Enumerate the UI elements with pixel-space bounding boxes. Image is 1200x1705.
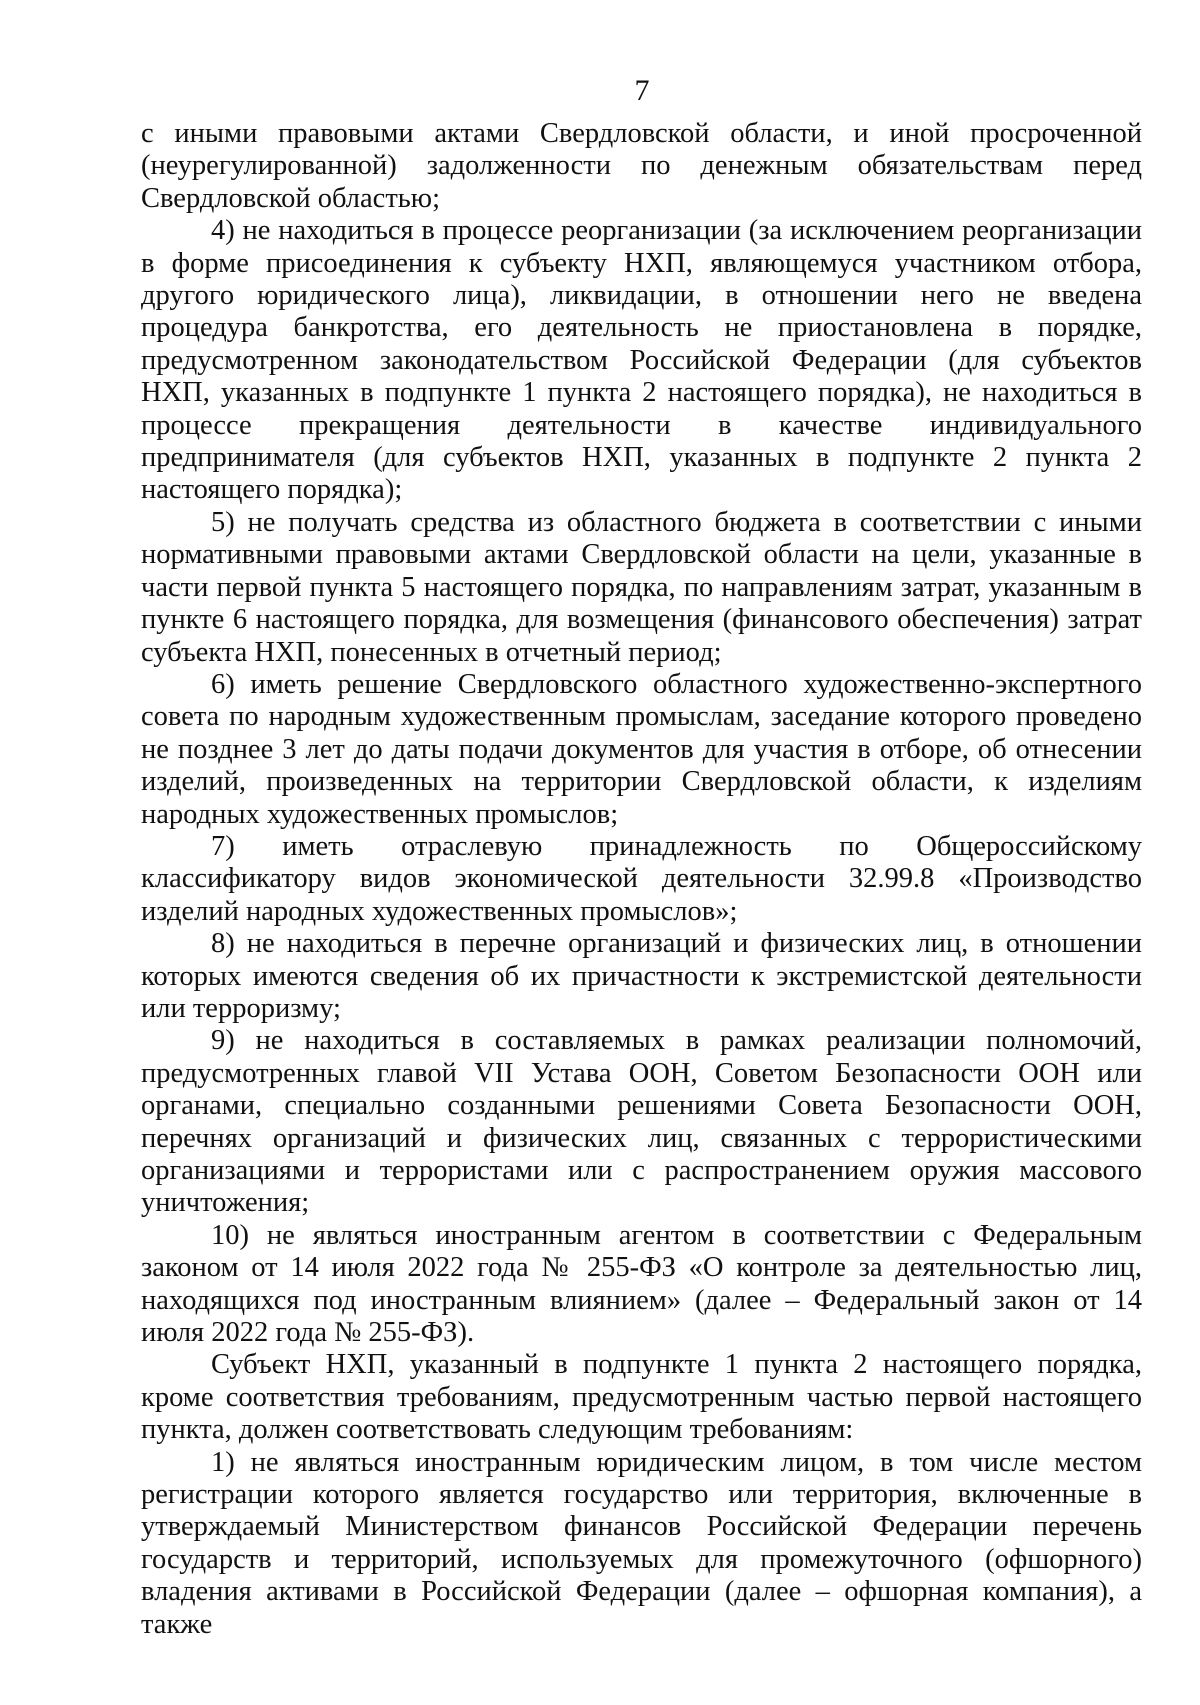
document-body [141, 118, 1142, 1641]
list-item-1: 1) не являться иностранным юридическим лицом, в том числе местом регистрации которого является государство или территория, включенные в утверждаемый Министерством финансов Российской Федерации перечень государств и территорий, используемых для промежуточного (офшорного) владения активами в Российской Федерации (далее – офшорная компания), а также [141, 1446, 1142, 1640]
list-item-10: 10) не являться иностранным агентом в соответствии с Федеральным законом от 14 июля 2022 года № 255-ФЗ «О контроле за деятельностью лиц, находящихся под иностранным влиянием» (далее – Федеральный закон от 14 июля 2022 года № 255-ФЗ). [141, 1219, 1142, 1349]
list-item-9: 9) не находиться в составляемых в рамках реализации полномочий, предусмотренных главой VII Устава ООН, Советом Безопасности ООН или органами, специально созданными решениями Совета Безопасности ООН, перечнях организаций и физических лиц, связанных с террористическими организациями и террористами или с распространением оружия массового уничтожения; [141, 1025, 1142, 1219]
list-item-7: 7) иметь отраслевую принадлежность по Общероссийскому классификатору видов экономической деятельности 32.99.8 «Производство изделий народных художественных промыслов»; [141, 830, 1142, 927]
list-item-8: 8) не находиться в перечне организаций и физических лиц, в отношении которых имеются сведения об их причастности к экстремистской деятельности или терроризму; [141, 928, 1142, 1024]
list-item-6: 6) иметь решение Свердловского областного художественно-экспертного совета по народным художественным промыслам, заседание которого проведено не позднее 3 лет до даты подачи документов для участия в отборе, об отнесении изделий, произведенных на территории Свердловской области, к изделиям народных художественных промыслов; [141, 668, 1142, 830]
list-item-5: 5) не получать средства из областного бюджета в соответствии с иными нормативными правовыми актами Свердловской области на цели, указанные в части первой пункта 5 настоящего порядка, по направлениям затрат, указанным в пункте 6 настоящего порядка, для возмещения (финансового обеспечения) затрат субъекта НХП, понесенных в отчетный период; [141, 506, 1142, 668]
paragraph-subject-requirements: Субъект НХП, указанный в подпункте 1 пункта 2 настоящего порядка, кроме соответствия требованиям, предусмотренным частью первой настоящего пункта, должен соответствовать следующим требованиям: [141, 1349, 1142, 1446]
page-number: 7 [634, 74, 650, 107]
paragraph-continuation: с иными правовыми актами Свердловской области, и иной просроченной (неурегулированной) задолженности по денежным обязательствам перед Свердловской областью; [141, 118, 1142, 214]
list-item-4: 4) не находиться в процессе реорганизации (за исключением реорганизации в форме присоединения к субъекту НХП, являющемуся участником отбора, другого юридического лица), ликвидации, в отношении него не введена процедура банкротства, его деятельность не приостановлена в порядке, предусмотренном законодательством Российской Федерации (для субъектов НХП, указанных в подпункте 1 пункта 2 настоящего порядка), не находиться в процессе прекращения деятельности в качестве индивидуального предпринимателя (для субъектов НХП, указанных в подпункте 2 пункта 2 настоящего порядка); [141, 215, 1142, 506]
